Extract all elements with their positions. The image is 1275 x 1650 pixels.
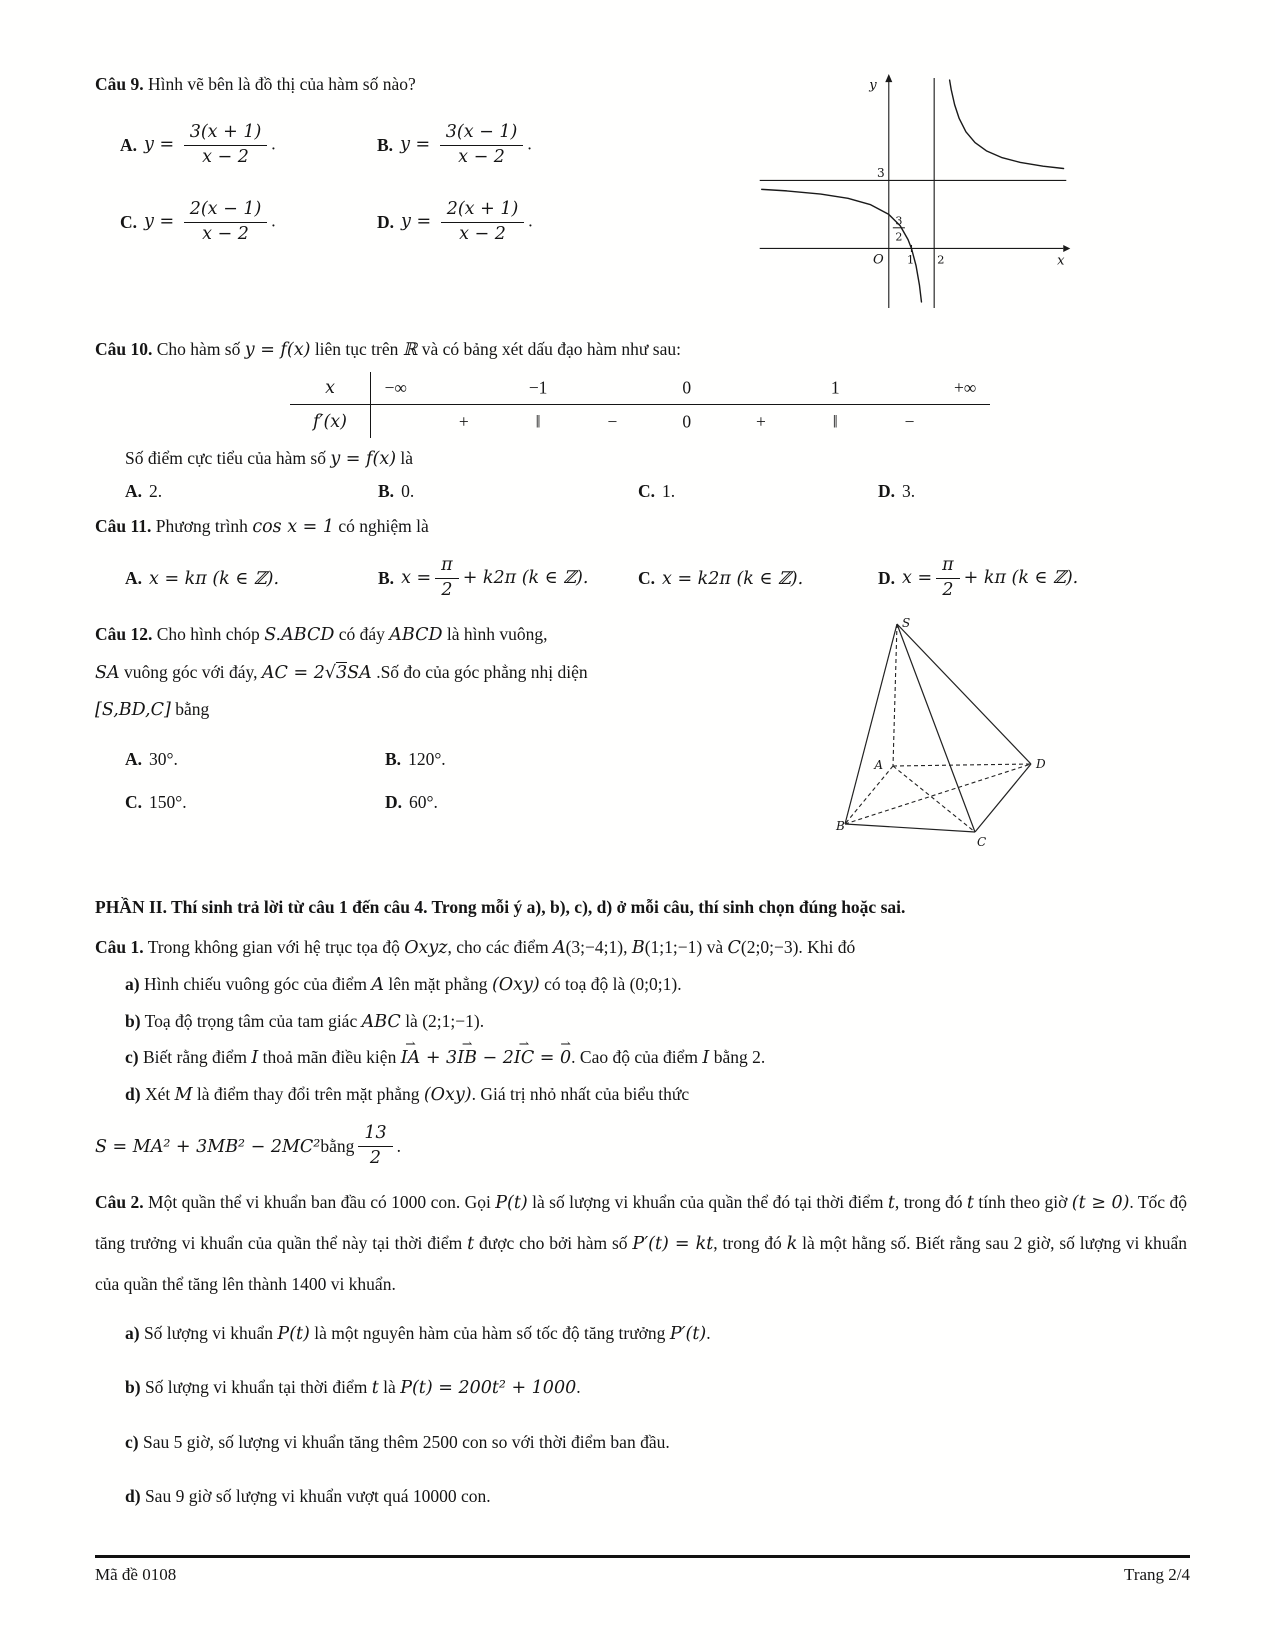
x-value: −1	[528, 377, 548, 398]
sign-value: +	[458, 411, 469, 431]
q12-stem	[95, 616, 835, 729]
sign-value: 0	[682, 411, 692, 431]
option-value: x = $\frac{\pi}{2}$ + kπ (k ∈ ℤ).	[902, 555, 1079, 600]
p2q2-item-a	[125, 1319, 1187, 1350]
q11-label: Câu 11.	[95, 516, 152, 536]
q11-option-b	[378, 555, 638, 602]
option-value: y = $\frac{2(x - 1)}{x - 2}$ .	[144, 198, 276, 244]
option-key: C.	[125, 792, 143, 812]
q12-option-d	[385, 792, 835, 813]
item-key: b)	[125, 1010, 141, 1031]
item-text: Biết rằng điểm I thoả mãn điều kiện IA ⇀ + 3IB ⇀ − 2IC ⇀ = 0 ⇀. Cao độ của điểm I bằng 2.	[143, 1047, 765, 1067]
option-key: D.	[385, 792, 403, 812]
pyramid-figure	[835, 616, 1047, 851]
sign-value: −	[904, 411, 915, 431]
item-key: a)	[125, 974, 140, 995]
p2q1-formula: S = MA² + 3MB² − 2MC² bằng $\frac{13}{2}$ .	[95, 1123, 401, 1168]
table-var-x: x	[325, 378, 335, 398]
q11-options	[125, 555, 1187, 602]
item-key: c)	[125, 1432, 139, 1453]
option-value: 150°.	[149, 792, 187, 812]
q12-options	[125, 749, 835, 813]
q10-option-d	[878, 481, 1187, 502]
graph-labels	[868, 78, 1065, 268]
q10-options	[125, 481, 1187, 502]
q11-stem	[95, 512, 1187, 541]
option-key: B.	[378, 481, 395, 501]
q12-label: Câu 12.	[95, 623, 153, 644]
q9-label: Câu 9.	[95, 74, 144, 94]
q9-stem-text: Hình vẽ bên là đồ thị của hàm số nào?	[148, 74, 416, 94]
q9-stem	[95, 70, 750, 98]
x-tick-2: 2	[937, 252, 945, 267]
p2q1-item-d	[125, 1079, 1187, 1112]
option-value: 0.	[401, 481, 415, 501]
table-sign-values	[370, 405, 990, 438]
derivative-sign-table	[290, 372, 990, 438]
option-key: A.	[120, 134, 138, 155]
item-text: Toạ độ trọng tâm của tam giác ABC là (2;1;−1).	[144, 1010, 485, 1032]
axis-label-x: x	[1057, 253, 1065, 269]
page-footer	[95, 1555, 1190, 1585]
q11-option-a	[125, 568, 378, 589]
option-value: y = $\frac{2(x + 1)}{x - 2}$ .	[401, 198, 533, 244]
q10-option-a	[125, 481, 378, 502]
p2q1-stem-text: Trong không gian với hệ trục tọa độ Oxyz, cho các điểm A(3;−4;1), B(1;1;−1) và C(2;0;−3). Khi đó	[147, 936, 856, 958]
q10-subquestion: Số điểm cực tiểu của hàm số y = f(x) là	[125, 448, 414, 469]
option-key: D.	[878, 567, 896, 588]
option-value: 1.	[662, 481, 676, 501]
part2-heading: PHẦN II. Thí sinh trả lời từ câu 1 đến câu 4. Trong mỗi ý a), b), c), d) ở mỗi câu, thí sinh chọn đúng hoặc sai.	[95, 896, 906, 917]
vertex-a-label: A	[874, 757, 883, 772]
q9-option-a	[120, 122, 377, 169]
x-value: 1	[830, 377, 840, 398]
p2q2-stem	[95, 1182, 1187, 1305]
axis-label-y: y	[869, 78, 877, 94]
p2q1-stem	[95, 931, 1187, 965]
item-text: Xét M là điểm thay đổi trên mặt phẳng (Oxy). Giá trị nhỏ nhất của biểu thức	[144, 1083, 690, 1105]
option-value: y = $\frac{3(x - 1)}{x - 2}$ .	[400, 122, 532, 167]
option-key: A.	[125, 481, 143, 501]
q10-label: Câu 10.	[95, 339, 153, 359]
option-value: 30°.	[149, 749, 178, 769]
q12-option-a	[125, 749, 385, 770]
p2q1-item-b	[125, 1006, 1187, 1039]
q12-stem-text: Cho hình chóp S.ABCD có đáy ABCD là hình vuông, SA vuông góc với đáy, AC = 2√3SA .Số đo của góc phẳng nhị diện [S,BD,C] bằng	[95, 623, 588, 721]
p2q1-label: Câu 1.	[95, 936, 144, 957]
q12-option-b	[385, 749, 835, 770]
x-value: +∞	[954, 377, 977, 398]
question-9	[95, 70, 1187, 317]
q12-pyramid-figure	[835, 616, 1047, 856]
option-key: C.	[638, 481, 656, 501]
q9-option-d	[377, 199, 750, 246]
item-key: c)	[125, 1047, 139, 1068]
option-value: 2.	[149, 481, 163, 501]
q11-option-d	[878, 555, 1187, 602]
item-key: d)	[125, 1083, 141, 1104]
option-value: x = kπ (k ∈ ℤ).	[149, 568, 280, 589]
pyramid-vertex-labels	[835, 616, 1046, 849]
question-12	[95, 616, 1187, 856]
y-intercept-num: 3	[895, 214, 903, 228]
question-10	[95, 335, 1187, 502]
option-value: y = $\frac{3(x + 1)}{x - 2}$ .	[144, 122, 276, 167]
pyramid-solid-edges	[845, 624, 1031, 832]
sign-value: +	[756, 411, 766, 431]
x-value: 0	[682, 377, 692, 398]
option-value: 60°.	[409, 792, 438, 812]
question-11	[95, 512, 1187, 602]
vertex-c-label: C	[977, 834, 987, 849]
option-value: 3.	[902, 481, 916, 501]
part2-question-2	[95, 1182, 1187, 1512]
q10-option-c	[638, 481, 878, 502]
graph-curve	[762, 80, 1064, 302]
item-text: Số lượng vi khuẩn tại thời điểm t là P(t) = 200t² + 1000.	[144, 1377, 581, 1399]
option-key: B.	[377, 134, 394, 155]
page-number: Trang 2/4	[1124, 1565, 1190, 1584]
p2q1-item-c	[125, 1042, 1187, 1075]
origin-label: O	[872, 252, 884, 268]
sign-value: ‖	[535, 411, 541, 431]
q9-graph-figure	[755, 72, 1073, 317]
p2q2-stem-text: Một quần thể vi khuẩn ban đầu có 1000 con. Gọi P(t) là số lượng vi khuẩn của quần thể đó tại thời điểm t, trong đó t tính theo giờ (t ≥ 0). Tốc độ tăng trưởng vi khuẩn của quần thể này tại thời điểm t được cho bởi hàm số P′(t) = kt, trong đó k là một hằng số. Biết rằng sau 2 giờ, số lượng vi khuẩn của quần thể tăng lên thành 1400 vi khuẩn.	[95, 1191, 1187, 1295]
item-key: d)	[125, 1485, 141, 1506]
part2-question-1	[95, 931, 1187, 1170]
vertex-d-label: D	[1036, 756, 1046, 771]
item-key: a)	[125, 1322, 140, 1343]
option-key: C.	[638, 567, 656, 588]
x-value: −∞	[384, 377, 407, 398]
x-tick-1: 1	[906, 252, 915, 267]
sign-value: ‖	[832, 411, 838, 431]
q12-option-c	[125, 792, 385, 813]
q9-option-b	[377, 122, 750, 169]
q9-options	[120, 122, 750, 246]
item-text: Số lượng vi khuẩn P(t) là một nguyên hàm của hàm số tốc độ tăng trưởng P′(t).	[143, 1322, 711, 1344]
item-text: Hình chiếu vuông góc của điểm A lên mặt phẳng (Oxy) có toạ độ là (0;0;1).	[143, 974, 682, 996]
q10-stem	[95, 335, 1187, 364]
hyperbola-graph	[755, 72, 1073, 312]
p2q2-item-b	[125, 1373, 1187, 1404]
p2q2-label: Câu 2.	[95, 1191, 144, 1212]
p2q2-item-c	[125, 1428, 1187, 1458]
table-var-fprime: f′(x)	[313, 411, 347, 432]
pyramid-hidden-edges	[845, 624, 1031, 832]
table-x-values	[370, 372, 990, 404]
option-key: D.	[377, 211, 395, 232]
q10-option-b	[378, 481, 638, 502]
option-value: x = $\frac{\pi}{2}$ + k2π (k ∈ ℤ).	[401, 555, 589, 600]
item-text: Sau 5 giờ, số lượng vi khuẩn tăng thêm 2500 con so với thời điểm ban đầu.	[142, 1432, 670, 1453]
option-key: B.	[385, 749, 402, 769]
option-value: x = k2π (k ∈ ℤ).	[662, 568, 804, 589]
p2q1-item-a	[125, 969, 1187, 1002]
item-text: Sau 9 giờ số lượng vi khuẩn vượt quá 10000 con.	[144, 1485, 491, 1506]
graph-arrowheads	[885, 74, 1070, 252]
sign-value: −	[607, 411, 618, 431]
item-key: b)	[125, 1377, 141, 1398]
option-key: A.	[125, 567, 143, 588]
vertex-b-label: B	[836, 818, 845, 833]
p2q2-item-d	[125, 1482, 1187, 1512]
q9-option-c	[120, 199, 377, 246]
q11-option-c	[638, 568, 878, 589]
option-key: D.	[878, 481, 896, 501]
option-key: C.	[120, 211, 138, 232]
q11-stem-text: Phương trình cos x = 1 có nghiệm là	[155, 516, 429, 537]
vertex-s-label: S	[902, 615, 911, 630]
option-key: B.	[378, 567, 395, 588]
y-intercept-den: 2	[895, 230, 903, 244]
q10-stem-text: Cho hàm số y = f(x) liên tục trên ℝ và có bảng xét dấu đạo hàm như sau:	[156, 339, 681, 360]
exam-code: Mã đề 0108	[95, 1565, 177, 1584]
option-value: 120°.	[408, 749, 446, 769]
y-asymptote-label: 3	[877, 165, 885, 180]
option-key: A.	[125, 749, 143, 769]
